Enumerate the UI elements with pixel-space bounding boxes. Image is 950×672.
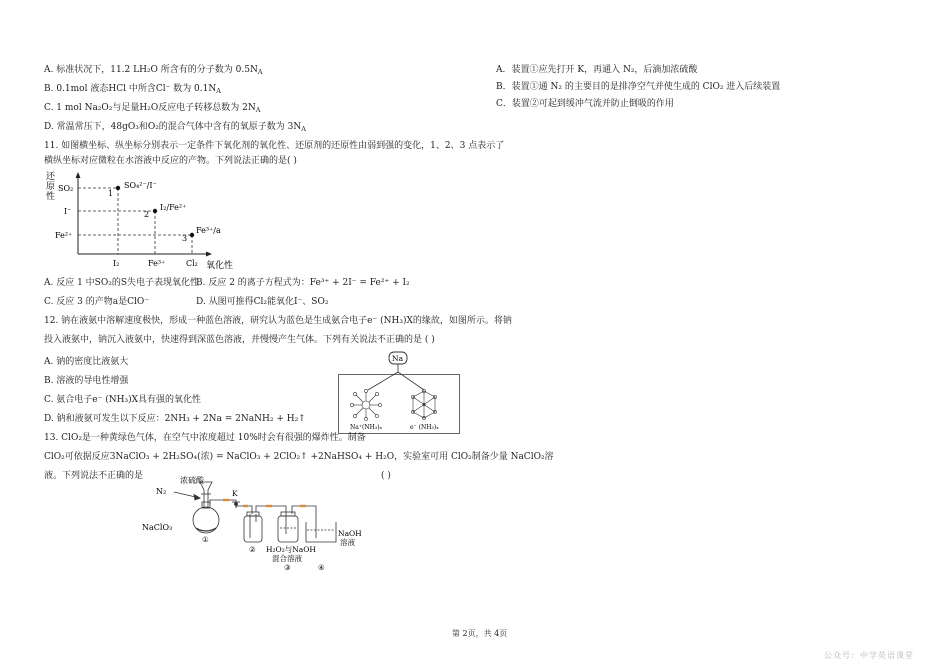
apparatus-acid-label: 浓硫酸 [180, 476, 204, 485]
q13-option-a: A．装置①应先打开 K，再通入 N₂，后滴加浓硫酸 [496, 65, 698, 75]
chart-point-num-2: 2 [144, 210, 150, 219]
chart-xtick-i2: I₂ [113, 259, 120, 268]
chart-point-label-3: Fe³⁺/a [196, 226, 221, 235]
chart-point-label-2: I₂/Fe²⁺ [160, 203, 187, 212]
q13-stem-line1: 13. ClO₂是一种黄绿色气体，在空气中浓度超过 10%时会有很强的爆炸性。制备 [44, 433, 366, 443]
q12-stem-line1: 12. 钠在液氨中溶解速度极快，形成一种蓝色溶液，研究认为蓝色是生成氨合电子e⁻ (NH₃)X的缘故，如图所示。将钠 [44, 316, 512, 326]
q11-option-b: B. 反应 2 的离子方程式为：Fe³⁺ + 2I⁻ = Fe²⁺ + I₂ [196, 278, 410, 288]
page-number: 第 2页，共 4页 [452, 629, 508, 638]
apparatus-num-3: ③ [284, 563, 291, 572]
q10-option-d: D. 常温常压下，48gO₃和O₂的混合气体中含有的氧原子数为 $3N_A$ [44, 122, 306, 133]
chart-ytick-so2: SO₂ [58, 184, 74, 193]
chart-point-num-3: 3 [182, 234, 188, 243]
q13-option-b: B．装置①通 N₂ 的主要目的是排净空气并使生成的 ClO₂ 进入后续装置 [496, 82, 781, 92]
chart-point-1 [116, 186, 120, 190]
q10-option-c: C. 1 mol Na₂O₂与足量H₂O反应电子转移总数为 $2N_A$ [44, 103, 261, 114]
apparatus-mix-label-2: 混合溶液 [272, 554, 302, 563]
apparatus-n2-label: N₂ [156, 487, 167, 496]
apparatus-num-1: ① [202, 535, 209, 544]
chart-point-2 [153, 209, 157, 213]
watermark: 公众号：中学英语课堂 [824, 651, 914, 660]
chart-xlabel: 氧化性 [206, 261, 234, 271]
chart-xtick-fe3: Fe³⁺ [148, 259, 166, 268]
fig12-electron-cluster [411, 389, 436, 419]
q12-stem-line2: 投入液氨中，钠沉入液氨中，快速得到深蓝色溶液，并慢慢产生气体。下列有关说法不正确的是 ( ) [44, 335, 435, 345]
q13-stem-line3: 液。下列说法不正确的是 [44, 471, 144, 481]
q12-option-a: A. 钠的密度比液氨大 [44, 357, 129, 367]
q12-option-b: B. 溶液的导电性增强 [44, 376, 129, 386]
apparatus-naoh-label-1: NaOH [338, 529, 362, 538]
q11-stem-line2: 横纵坐标对应微粒在水溶液中反应的产物。下列说法正确的是( ) [44, 156, 297, 166]
q13-option-c: C．装置②可起到缓冲气流并防止倒吸的作用 [496, 99, 674, 109]
q10-option-a: A. 标准状况下，11.2 LH₂O 所含有的分子数为 $0.5N_A$ [44, 65, 263, 76]
q12-option-c: C. 氨合电子e⁻ (NH₃)X具有强的氧化性 [44, 395, 201, 405]
chart-ylabel: 还原性 [46, 172, 56, 202]
chart-point-3 [190, 233, 194, 237]
chart-xtick-cl2: Cl₂ [186, 259, 198, 268]
q12-figure [338, 350, 460, 434]
chart-point-label-1: SO₄²⁻/I⁻ [124, 181, 157, 190]
apparatus-num-2: ② [249, 545, 256, 554]
apparatus-naoh-label-2: 溶液 [340, 538, 355, 547]
q11-chart [40, 168, 270, 274]
q11-option-d: D. 从图可推得Cl₂能氧化I⁻、SO₂ [196, 297, 329, 307]
q11-stem-line1: 11. 如图横坐标、纵坐标分别表示一定条件下氧化剂的氧化性、还原剂的还原性由弱到强的变化，1、2、3 点表示了 [44, 141, 505, 151]
chart-ytick-fe2: Fe²⁺ [55, 231, 73, 240]
chart-point-num-1: 1 [108, 189, 114, 198]
fig12-right-label: e⁻ (NH₃)ₓ [410, 424, 439, 431]
fig12-na-cluster [350, 389, 381, 420]
fig12-na-label: Na [392, 354, 404, 363]
q11-option-c: C. 反应 3 的产物a是ClO⁻ [44, 297, 149, 307]
q13-apparatus [140, 472, 380, 572]
q13-stem-line2: ClO₂可依据反应3NaClO₃ + 2H₂SO₄(浓) = NaClO₃ + 2ClO₂↑ +2NaHSO₄ + H₂O，实验室可用 ClO₂制备少量 NaClO₂溶 [44, 452, 554, 462]
apparatus-naclo3-label: NaClO₃ [142, 523, 173, 532]
fig12-left-label: Na⁺(NH₃)ₓ [350, 424, 383, 431]
apparatus-mix-label-1: H₂O₂与NaOH [266, 545, 316, 554]
apparatus-k-label: K [232, 489, 238, 498]
q11-option-a: A. 反应 1 中SO₂的S失电子表现氧化性 [44, 278, 199, 288]
q12-option-d: D. 钠和液氨可发生以下反应：2NH₃ + 2Na = 2NaNH₂ + H₂↑ [44, 414, 306, 424]
apparatus-num-4: ④ [318, 563, 325, 572]
q10-option-b: B. 0.1mol 液态HCl 中所含Cl⁻ 数为 $0.1N_A$ [44, 84, 221, 95]
q13-answer-paren: ( ) [381, 471, 391, 481]
chart-ytick-i: I⁻ [64, 207, 72, 216]
